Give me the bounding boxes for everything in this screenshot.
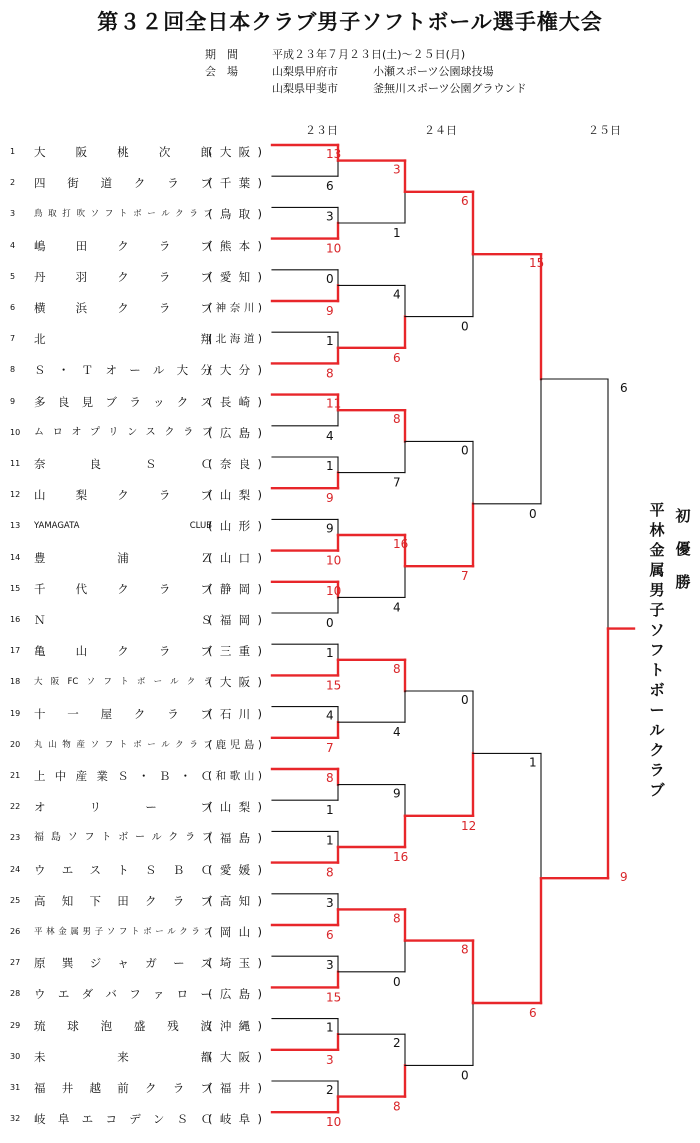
team-seed: 28 [10,989,21,999]
team-prefecture: (広島) [208,987,262,1002]
team-seed: 32 [10,1114,21,1124]
team-name: 千代クラブ [34,581,212,596]
day-header-24: ２４日 [424,124,457,137]
team-name: 大阪桃次郎 [34,145,212,159]
match-score: 2 [326,1083,334,1097]
venue-label: 会 場 [205,65,238,78]
team-name: 福島ソフトボールクラブ [34,832,212,844]
team-prefecture: (沖縄) [208,1018,262,1033]
team-seed: 7 [10,334,16,344]
match-score: 0 [461,1068,469,1083]
team-seed: 14 [10,552,21,562]
match-score: 0 [529,506,537,521]
team-prefecture: (大阪) [208,1049,262,1064]
team-name: 豊浦Ｚ [34,550,212,565]
match-score: 7 [326,740,334,755]
match-score: 8 [326,865,334,880]
team-name: YAMAGATA CLUB [34,521,212,532]
team-prefecture: (山梨) [208,488,262,503]
match-score: 8 [461,942,469,957]
team-seed: 4 [10,240,16,250]
match-score: 9 [326,521,334,536]
match-score: 1 [326,833,334,848]
team-prefecture: (山口) [208,550,262,565]
team-seed: 11 [10,459,21,468]
team-name: 嶋田クラブ [34,238,212,253]
team-name: 十一屋クラブ [34,706,212,721]
match-score: 3 [326,895,334,910]
team-prefecture: (静岡) [208,581,262,596]
match-score: 1 [529,755,537,770]
team-seed: 18 [10,677,21,687]
match-score: 0 [393,974,401,989]
team-name: 鳥取打吹ソフトボールクラブ [34,209,212,220]
team-seed: 2 [10,178,16,188]
team-name: 多良見ブラックス [34,394,212,409]
match-score: 0 [461,319,469,334]
match-score: 7 [393,475,401,490]
match-score: 13 [326,147,342,161]
team-seed: 19 [10,708,21,718]
match-score: 6 [461,193,469,208]
team-prefecture: (長崎) [208,394,262,409]
venue1-name: 小瀬スポーツ公園球技場 [373,65,494,78]
match-score: 1 [326,646,334,661]
match-score: 0 [461,443,469,458]
match-score: 4 [393,725,401,740]
match-score: 15 [529,256,545,271]
match-score: 8 [393,412,401,427]
match-score: 6 [326,179,334,194]
team-name: オリーブ [34,800,212,815]
team-prefecture: (福岡) [208,613,262,627]
venue1-city: 山梨県甲府市 [272,65,338,78]
team-name: ウエストＳＢＣ [34,862,212,877]
period-value: 平成２３年７月２３日(土)～２５日(月) [272,48,466,61]
team-seed: 5 [10,271,16,281]
team-name: 岐阜エコデンＳＣ [34,1112,212,1127]
team-prefecture: (山梨) [208,800,262,815]
team-prefecture: (岐阜) [208,1112,262,1127]
match-score: 10 [326,241,342,256]
match-score: 10 [326,583,342,598]
team-seed: 21 [10,771,21,780]
team-name: Ｓ・Ｔオール大分 [34,363,212,378]
team-name: 奈良ＳＣ [34,457,212,471]
team-name: 丹羽クラブ [34,269,212,284]
match-score: 6 [326,928,334,942]
team-seed: 29 [10,1020,21,1030]
team-seed: 10 [10,427,21,437]
team-seed: 25 [10,895,21,905]
team-prefecture: (岡山) [208,925,262,939]
team-name: 上中産業Ｓ・Ｂ・Ｃ [34,769,212,783]
match-score: 9 [620,870,628,885]
match-score: 0 [326,271,334,286]
team-name: 平林金属男子ソフトボールクラブ [34,927,212,937]
team-seed: 3 [10,209,16,219]
match-score: 1 [326,334,334,349]
team-prefecture: (三重) [208,644,262,659]
match-score: 0 [461,693,469,707]
match-score: 6 [620,381,628,395]
match-score: 15 [326,678,342,693]
team-seed: 1 [10,147,16,156]
team-seed: 12 [10,490,21,500]
team-name: 原巽ジャガーズ [34,956,212,971]
match-score: 3 [393,162,401,177]
team-prefecture: (山形) [208,519,262,534]
team-prefecture: (愛知) [208,269,262,284]
team-prefecture: (鳥取) [208,207,262,222]
team-name: 福井越前クラブ [34,1081,212,1095]
match-score: 16 [393,537,409,551]
match-score: 6 [529,1006,537,1020]
team-name: 四街道クラブ [34,176,212,191]
venue2-name: 釜無川スポーツ公園グラウンド [373,82,527,95]
team-name: 高知下田クラブ [34,893,212,908]
match-score: 7 [461,569,469,584]
team-prefecture: (和歌山) [208,770,262,782]
match-score: 4 [326,708,334,723]
team-name: ＮＳ [34,613,212,627]
match-score: 9 [393,786,401,801]
match-score: 4 [393,287,401,302]
team-seed: 26 [10,927,21,936]
team-seed: 8 [10,365,16,375]
team-prefecture: (石川) [208,706,262,721]
team-prefecture: (福井) [208,1081,262,1095]
team-name: 未来都 [34,1049,212,1064]
team-name: ウエダバファロー [34,987,212,1002]
team-name: 大阪FCソフトボールクラ [34,677,212,688]
team-prefecture: (鹿児島) [208,738,262,751]
match-score: 8 [393,911,401,926]
team-seed: 24 [10,864,21,874]
team-seed: 15 [10,583,21,593]
team-prefecture: (大分) [208,363,262,378]
match-score: 4 [326,428,334,443]
team-prefecture: (大阪) [208,145,262,159]
team-seed: 31 [10,1083,21,1092]
match-score: 12 [461,818,477,833]
team-name: 丸山物産ソフトボールクラブ [34,739,212,750]
team-prefecture: (千葉) [208,176,262,191]
team-prefecture: (大阪) [208,675,262,690]
match-score: 1 [326,803,334,818]
team-seed: 13 [10,521,21,531]
match-score: 3 [326,209,334,224]
team-name: 横浜クラブ [34,301,212,315]
match-score: 8 [393,661,401,676]
match-score: 10 [326,1115,342,1130]
team-seed: 17 [10,646,21,656]
match-score: 8 [326,366,334,381]
match-score: 9 [326,304,334,318]
team-name: ムロオプリンスクラブ [34,426,212,438]
match-score: 8 [393,1099,401,1114]
match-score: 1 [326,459,334,473]
team-name: 北 翔 [34,332,212,347]
team-seed: 22 [10,802,21,812]
team-prefecture: (北海道) [208,333,262,346]
team-name: 琉球泡盛残波 [34,1018,212,1033]
venue2-city: 山梨県甲斐市 [272,82,338,95]
team-seed: 9 [10,396,16,406]
match-score: 16 [393,850,409,864]
team-seed: 30 [10,1051,21,1061]
match-score: 9 [326,491,334,506]
match-score: 10 [326,553,342,568]
team-prefecture: (神奈川) [208,302,262,314]
match-score: 11 [326,396,342,411]
team-prefecture: (高知) [208,893,262,908]
champion-label: 初優勝 [675,507,691,591]
page-title: 第３２回全日本クラブ男子ソフトボール選手権大会 [97,10,603,34]
match-score: 8 [326,771,334,785]
match-score: 3 [326,1052,334,1067]
team-prefecture: (奈良) [208,457,262,471]
match-score: 4 [393,600,401,615]
match-score: 1 [326,1020,334,1035]
team-name: 亀山クラブ [34,644,212,659]
team-prefecture: (広島) [208,425,262,440]
day-header-23: ２３日 [305,124,338,137]
match-score: 15 [326,990,342,1005]
match-score: 6 [393,350,401,365]
team-prefecture: (愛媛) [208,862,262,877]
match-score: 0 [326,616,334,630]
team-seed: 6 [10,303,16,312]
team-prefecture: (埼玉) [208,956,262,971]
team-name: 山梨クラブ [34,488,212,503]
team-prefecture: (熊本) [208,238,262,253]
team-prefecture: (福島) [208,831,262,846]
team-seed: 20 [10,739,21,749]
match-score: 3 [326,958,334,973]
team-seed: 23 [10,833,21,843]
period-label: 期 間 [205,48,238,61]
team-seed: 27 [10,958,21,968]
team-seed: 16 [10,615,21,624]
champion-name: 平林金属男子ソフトボールクラブ [649,501,665,799]
day-header-25: ２５日 [588,124,621,137]
match-score: 2 [393,1036,401,1051]
match-score: 1 [393,226,401,240]
